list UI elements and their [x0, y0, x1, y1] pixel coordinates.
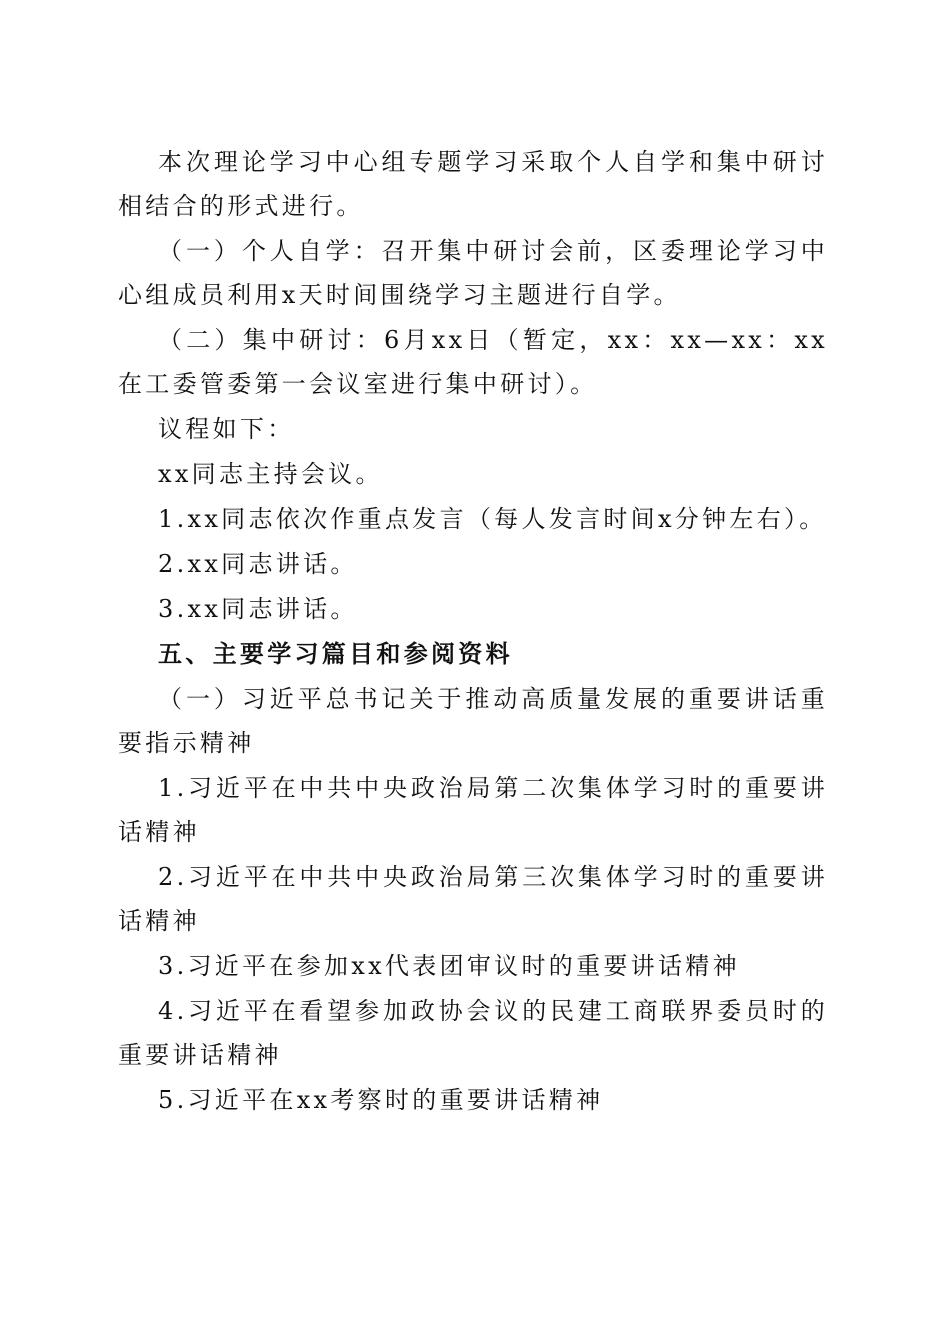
paragraph-self-study: （一）个人自学：召开集中研讨会前，区委理论学习中心组成员利用x天时间围绕学习主题进行自学。: [118, 237, 828, 309]
paragraph-reading-5: 5.习近平在xx考察时的重要讲话精神: [158, 1086, 604, 1114]
paragraph-reading-1: 1.习近平在中共中央政治局第二次集体学习时的重要讲话精神: [118, 774, 828, 846]
paragraph-agenda-item-3: 3.xx同志讲话。: [158, 595, 358, 623]
paragraph-reading-4: 4.习近平在看望参加政协会议的民建工商联界委员时的重要讲话精神: [118, 997, 828, 1069]
paragraph-group-discussion: （二）集中研讨：6月xx日（暂定，xx：xx—xx：xx在工委管委第一会议室进行集中研讨）。: [118, 326, 828, 398]
paragraph-subsection-1: （一）习近平总书记关于推动高质量发展的重要讲话重要指示精神: [118, 685, 828, 757]
paragraph-agenda-host: xx同志主持会议。: [158, 460, 383, 488]
paragraph-reading-3: 3.习近平在参加xx代表团审议时的重要讲话精神: [158, 952, 740, 980]
paragraph-study-format: 本次理论学习中心组专题学习采取个人自学和集中研讨相结合的形式进行。: [118, 148, 828, 220]
section-heading-5: 五、主要学习篇目和参阅资料: [158, 640, 513, 668]
paragraph-agenda-item-2: 2.xx同志讲话。: [158, 550, 358, 578]
paragraph-agenda-item-1: 1.xx同志依次作重点发言（每人发言时间x分钟左右）。: [158, 505, 827, 533]
paragraph-agenda-heading: 议程如下：: [158, 415, 295, 443]
paragraph-reading-2: 2.习近平在中共中央政治局第三次集体学习时的重要讲话精神: [118, 863, 828, 935]
